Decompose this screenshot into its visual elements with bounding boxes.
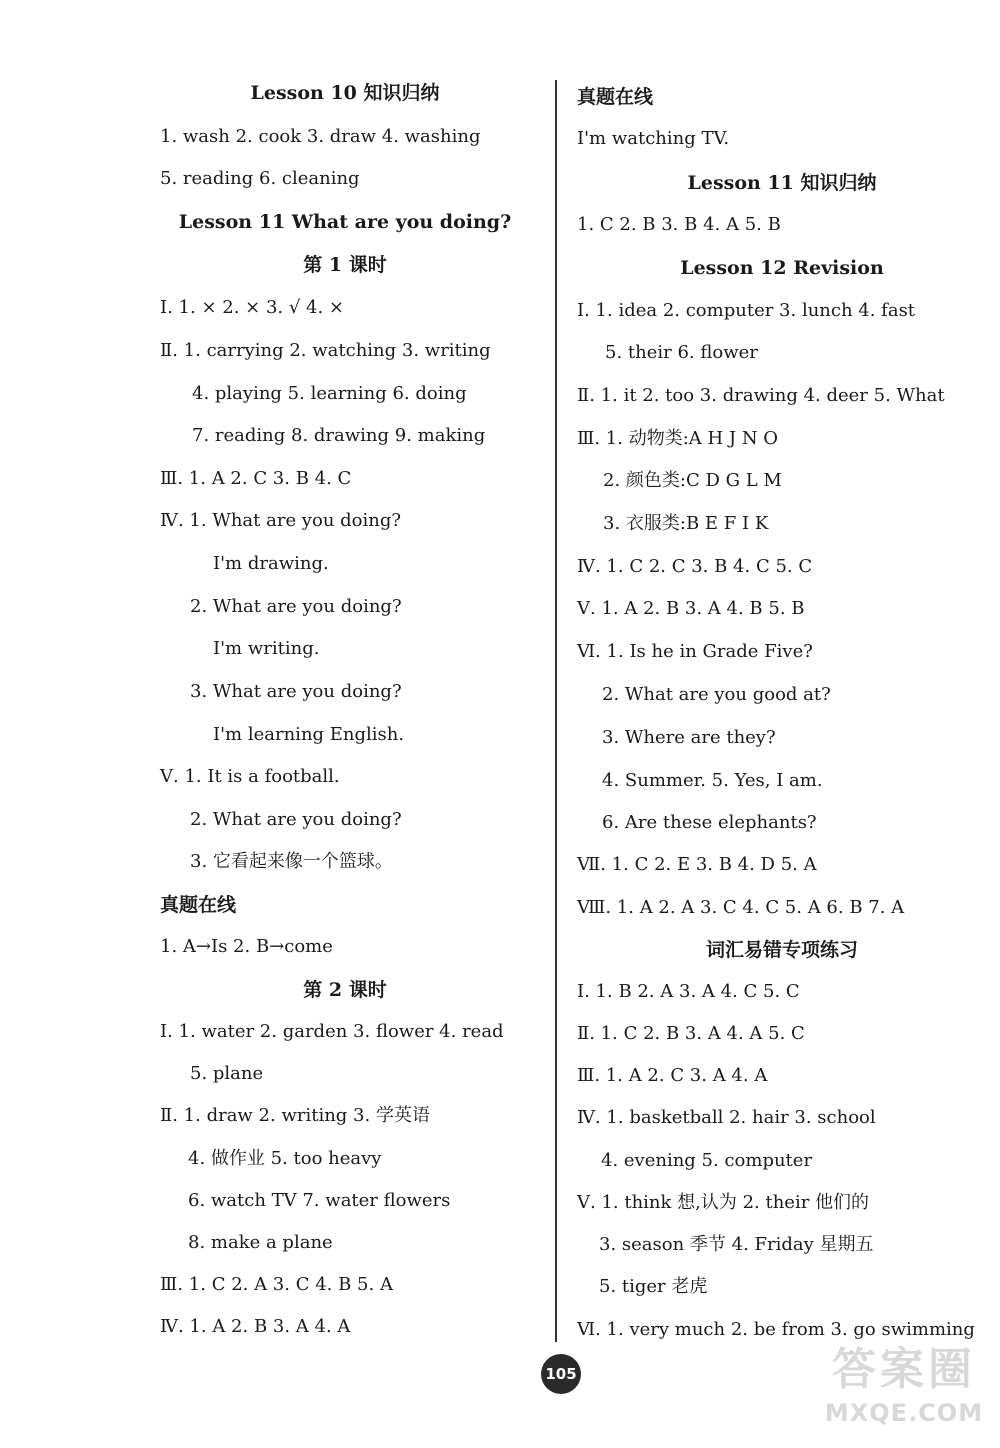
class-period-heading: 第 2 课时 xyxy=(303,979,387,1001)
answer-line: 2. What are you doing? xyxy=(190,596,402,617)
answer-line: 8. make a plane xyxy=(188,1232,333,1253)
answer-line: 2. 颜色类:C D G L M xyxy=(603,470,782,491)
answer-line: 3. What are you doing? xyxy=(190,681,402,702)
section-heading: 词汇易错专项练习 xyxy=(705,939,858,961)
answer-line: Ⅳ. 1. basketball 2. hair 3. school xyxy=(577,1107,876,1128)
answer-line: I'm drawing. xyxy=(213,553,329,574)
answer-line: 5. their 6. flower xyxy=(605,342,758,363)
answer-line: Ⅵ. 1. Is he in Grade Five? xyxy=(577,641,813,662)
answer-line: 2. What are you good at? xyxy=(602,684,831,705)
answer-line: Ⅱ. 1. it 2. too 3. drawing 4. deer 5. What xyxy=(577,385,945,406)
answer-line: 4. 做作业 5. too heavy xyxy=(188,1148,382,1169)
answer-line: 3. season 季节 4. Friday 星期五 xyxy=(599,1234,874,1255)
answer-line: Ⅰ. 1. water 2. garden 3. flower 4. read xyxy=(160,1021,504,1042)
column-divider xyxy=(555,80,557,1342)
answer-line: I'm writing. xyxy=(213,638,320,659)
answer-line: 5. tiger 老虎 xyxy=(599,1276,708,1297)
answer-line: 1. C 2. B 3. B 4. A 5. B xyxy=(577,214,781,235)
answer-line: Ⅰ. 1. idea 2. computer 3. lunch 4. fast xyxy=(577,300,916,321)
answer-line: Ⅰ. 1. × 2. × 3. √ 4. × xyxy=(160,297,345,318)
answer-line: Ⅲ. 1. 动物类:A H J N O xyxy=(577,428,779,449)
answer-line: Ⅲ. 1. A 2. C 3. A 4. A xyxy=(577,1065,768,1086)
section-heading: 真题在线 xyxy=(577,86,654,108)
answer-line: Ⅲ. 1. A 2. C 3. B 4. C xyxy=(160,468,352,489)
answer-line: Ⅰ. 1. B 2. A 3. A 4. C 5. C xyxy=(577,981,800,1002)
answer-line: Ⅱ. 1. carrying 2. watching 3. writing xyxy=(160,340,491,361)
section-heading: Lesson 11 知识归纳 xyxy=(687,172,877,194)
answer-line: Ⅴ. 1. think 想,认为 2. their 他们的 xyxy=(577,1192,870,1213)
answer-line: I'm learning English. xyxy=(213,724,405,745)
answer-line: 6. watch TV 7. water flowers xyxy=(188,1190,451,1211)
answer-line: 4. playing 5. learning 6. doing xyxy=(192,383,467,404)
answer-line: 3. 衣服类:B E F I K xyxy=(603,513,769,534)
watermark-url: MXQE.COM xyxy=(824,1399,984,1427)
answer-line: 6. Are these elephants? xyxy=(602,812,817,833)
answer-line: Ⅳ. 1. C 2. C 3. B 4. C 5. C xyxy=(577,556,813,577)
answer-line: 5. plane xyxy=(190,1063,264,1084)
answer-line: 3. 它看起来像一个篮球。 xyxy=(190,851,393,872)
section-heading: 真题在线 xyxy=(160,894,237,916)
watermark-text: 答案圈 xyxy=(832,1344,976,1395)
answer-line: Ⅵ. 1. very much 2. be from 3. go swimming xyxy=(577,1319,975,1340)
answer-line: Ⅱ. 1. draw 2. writing 3. 学英语 xyxy=(160,1105,430,1126)
answer-line: Ⅲ. 1. C 2. A 3. C 4. B 5. A xyxy=(160,1274,393,1295)
answer-line: 5. reading 6. cleaning xyxy=(160,168,360,189)
answer-line: 1. A→Is 2. B→come xyxy=(160,936,333,957)
page-number: 105 xyxy=(541,1354,581,1394)
answer-line: Ⅴ. 1. It is a football. xyxy=(160,766,340,787)
answer-line: Ⅶ. 1. C 2. E 3. B 4. D 5. A xyxy=(577,854,817,875)
answer-line: Ⅳ. 1. A 2. B 3. A 4. A xyxy=(160,1316,351,1337)
class-period-heading: 第 1 课时 xyxy=(303,254,387,276)
answer-line: Ⅳ. 1. What are you doing? xyxy=(160,510,402,531)
answer-line: 2. What are you doing? xyxy=(190,809,402,830)
answer-line: 4. evening 5. computer xyxy=(601,1150,813,1171)
watermark-logo xyxy=(820,1342,988,1440)
section-heading: Lesson 10 知识归纳 xyxy=(250,82,440,104)
lesson-title: Lesson 12 Revision xyxy=(680,257,884,279)
answer-line: 1. wash 2. cook 3. draw 4. washing xyxy=(160,126,481,147)
lesson-title: Lesson 11 What are you doing? xyxy=(178,211,512,233)
answer-line: I'm watching TV. xyxy=(577,128,730,149)
answer-line: Ⅴ. 1. A 2. B 3. A 4. B 5. B xyxy=(577,598,805,619)
answer-line: 4. Summer. 5. Yes, I am. xyxy=(602,770,823,791)
answer-line: 7. reading 8. drawing 9. making xyxy=(192,425,486,446)
answer-line: 3. Where are they? xyxy=(602,727,776,748)
answer-line: Ⅷ. 1. A 2. A 3. C 4. C 5. A 6. B 7. A xyxy=(577,897,905,918)
answer-line: Ⅱ. 1. C 2. B 3. A 4. A 5. C xyxy=(577,1023,805,1044)
